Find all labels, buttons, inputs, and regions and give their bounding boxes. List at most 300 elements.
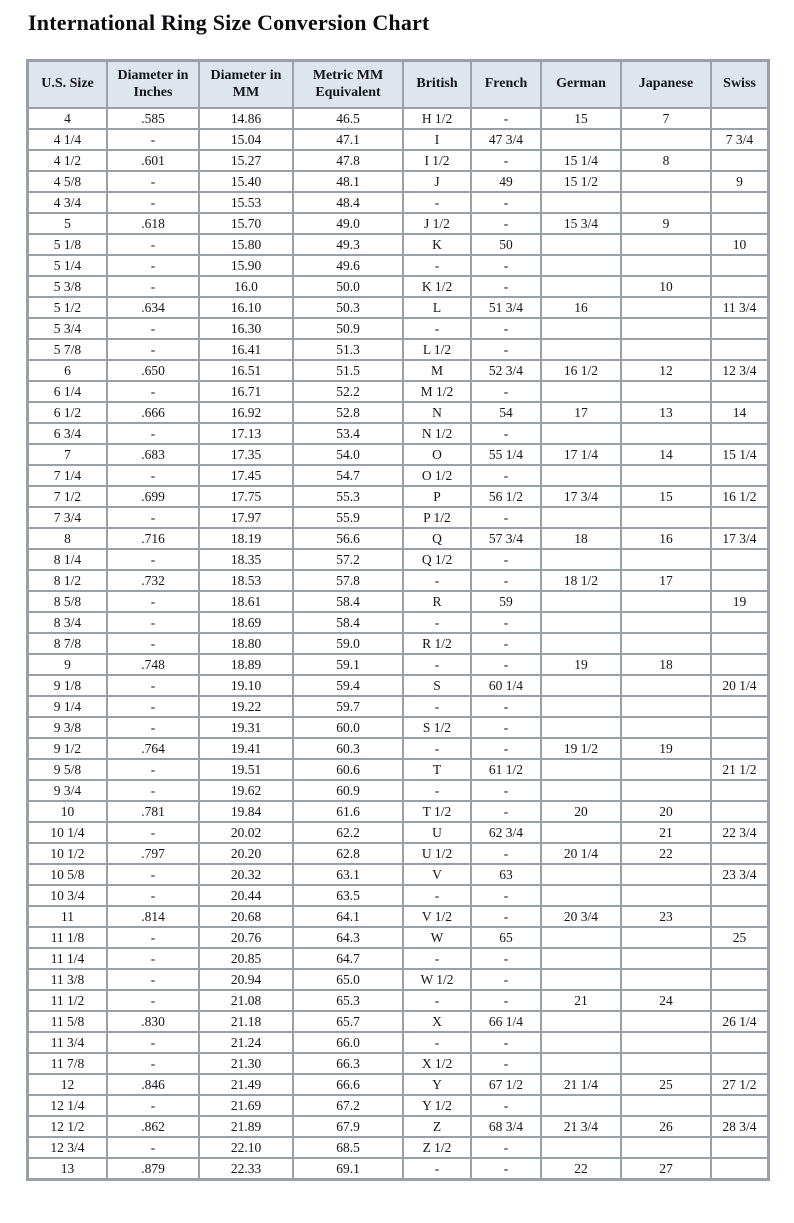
table-row bbox=[29, 340, 767, 359]
table-row bbox=[29, 1033, 767, 1052]
table-cell: - bbox=[108, 508, 198, 527]
table-cell bbox=[712, 844, 767, 863]
table-cell bbox=[712, 802, 767, 821]
table-row bbox=[29, 739, 767, 758]
table-cell: 16 1/2 bbox=[712, 487, 767, 506]
table-cell bbox=[712, 340, 767, 359]
table-cell: Z 1/2 bbox=[404, 1138, 470, 1157]
table-cell bbox=[542, 382, 620, 401]
table-cell: 59.4 bbox=[294, 676, 402, 695]
table-cell: 60 1/4 bbox=[472, 676, 540, 695]
table-cell: S 1/2 bbox=[404, 718, 470, 737]
table-cell: .862 bbox=[108, 1117, 198, 1136]
table-cell: - bbox=[404, 949, 470, 968]
table-cell: 12 3/4 bbox=[712, 361, 767, 380]
table-cell: 8 1/2 bbox=[29, 571, 106, 590]
table-cell bbox=[712, 550, 767, 569]
table-cell bbox=[712, 151, 767, 170]
table-cell bbox=[542, 319, 620, 338]
table-cell: 22 3/4 bbox=[712, 823, 767, 842]
table-cell: 59.0 bbox=[294, 634, 402, 653]
table-cell: - bbox=[404, 739, 470, 758]
table-cell: 21 1/4 bbox=[542, 1075, 620, 1094]
table-cell: 5 bbox=[29, 214, 106, 233]
table-cell: 7 3/4 bbox=[712, 130, 767, 149]
table-cell: - bbox=[108, 634, 198, 653]
table-cell: 6 bbox=[29, 361, 106, 380]
table-row bbox=[29, 109, 767, 128]
table-cell: - bbox=[108, 1138, 198, 1157]
table-cell: - bbox=[472, 466, 540, 485]
table-cell: .634 bbox=[108, 298, 198, 317]
table-cell: 65 bbox=[472, 928, 540, 947]
table-cell bbox=[622, 1012, 710, 1031]
table-cell bbox=[622, 949, 710, 968]
table-cell: - bbox=[472, 697, 540, 716]
table-cell: - bbox=[404, 886, 470, 905]
table-cell: 17 3/4 bbox=[542, 487, 620, 506]
table-cell: 5 1/4 bbox=[29, 256, 106, 275]
table-cell: 7 bbox=[622, 109, 710, 128]
table-cell: 10 bbox=[622, 277, 710, 296]
table-cell bbox=[712, 109, 767, 128]
table-cell: 15 1/2 bbox=[542, 172, 620, 191]
table-cell: 67 1/2 bbox=[472, 1075, 540, 1094]
table-cell: 18.89 bbox=[200, 655, 292, 674]
table-cell: - bbox=[472, 781, 540, 800]
column-header: U.S. Size bbox=[29, 62, 106, 107]
table-cell: 59.1 bbox=[294, 655, 402, 674]
table-cell: 15 bbox=[542, 109, 620, 128]
table-cell: .748 bbox=[108, 655, 198, 674]
table-cell: 23 bbox=[622, 907, 710, 926]
table-cell bbox=[712, 718, 767, 737]
table-cell: 19.62 bbox=[200, 781, 292, 800]
table-row bbox=[29, 634, 767, 653]
table-cell: 63 bbox=[472, 865, 540, 884]
table-cell: 8 1/4 bbox=[29, 550, 106, 569]
table-cell: 11 1/2 bbox=[29, 991, 106, 1010]
table-cell: 51.3 bbox=[294, 340, 402, 359]
table-cell: U 1/2 bbox=[404, 844, 470, 863]
table-cell: 17 3/4 bbox=[712, 529, 767, 548]
table-cell: .846 bbox=[108, 1075, 198, 1094]
table-cell bbox=[712, 886, 767, 905]
table-cell: 9 bbox=[712, 172, 767, 191]
column-header: Diameter in MM bbox=[200, 62, 292, 107]
table-cell: I 1/2 bbox=[404, 151, 470, 170]
table-cell bbox=[542, 928, 620, 947]
table-row bbox=[29, 1096, 767, 1115]
table-cell: 9 3/4 bbox=[29, 781, 106, 800]
table-cell: 8 5/8 bbox=[29, 592, 106, 611]
table-row bbox=[29, 823, 767, 842]
table-row bbox=[29, 844, 767, 863]
table-cell: J 1/2 bbox=[404, 214, 470, 233]
table-cell: 15.40 bbox=[200, 172, 292, 191]
table-cell bbox=[712, 382, 767, 401]
table-cell: 52.2 bbox=[294, 382, 402, 401]
table-row bbox=[29, 886, 767, 905]
table-cell bbox=[542, 760, 620, 779]
table-cell: K 1/2 bbox=[404, 277, 470, 296]
table-cell: - bbox=[108, 697, 198, 716]
table-cell: 9 1/4 bbox=[29, 697, 106, 716]
table-cell: - bbox=[108, 466, 198, 485]
table-cell: 4 3/4 bbox=[29, 193, 106, 212]
table-cell: 16.0 bbox=[200, 277, 292, 296]
table-cell: 26 bbox=[622, 1117, 710, 1136]
table-cell: 8 bbox=[29, 529, 106, 548]
table-cell: 57 3/4 bbox=[472, 529, 540, 548]
table-cell: 66.3 bbox=[294, 1054, 402, 1073]
table-row bbox=[29, 319, 767, 338]
table-cell: - bbox=[108, 172, 198, 191]
table-cell: 5 3/8 bbox=[29, 277, 106, 296]
table-cell bbox=[712, 970, 767, 989]
table-row bbox=[29, 466, 767, 485]
table-row bbox=[29, 382, 767, 401]
table-cell bbox=[712, 319, 767, 338]
table-cell bbox=[622, 235, 710, 254]
table-row bbox=[29, 613, 767, 632]
table-cell: 64.7 bbox=[294, 949, 402, 968]
table-cell: - bbox=[472, 991, 540, 1010]
table-cell: - bbox=[472, 886, 540, 905]
table-cell bbox=[622, 760, 710, 779]
table-cell: 18.53 bbox=[200, 571, 292, 590]
table-cell: 20.76 bbox=[200, 928, 292, 947]
table-cell bbox=[542, 1012, 620, 1031]
table-cell: 59 bbox=[472, 592, 540, 611]
table-cell bbox=[622, 193, 710, 212]
table-cell: 14 bbox=[622, 445, 710, 464]
table-row bbox=[29, 529, 767, 548]
table-row bbox=[29, 592, 767, 611]
page-title: International Ring Size Conversion Chart bbox=[28, 10, 430, 35]
column-header: Metric MM Equivalent bbox=[294, 62, 402, 107]
table-cell: - bbox=[472, 1054, 540, 1073]
table-cell: 19.10 bbox=[200, 676, 292, 695]
table-cell bbox=[622, 970, 710, 989]
table-row bbox=[29, 949, 767, 968]
table-cell: I bbox=[404, 130, 470, 149]
table-cell bbox=[712, 655, 767, 674]
table-cell: 46.5 bbox=[294, 109, 402, 128]
table-cell bbox=[712, 739, 767, 758]
table-cell: .732 bbox=[108, 571, 198, 590]
table-cell bbox=[542, 886, 620, 905]
table-cell: - bbox=[472, 949, 540, 968]
table-cell: - bbox=[404, 697, 470, 716]
table-row bbox=[29, 676, 767, 695]
table-cell: 52.8 bbox=[294, 403, 402, 422]
table-cell bbox=[622, 319, 710, 338]
table-cell bbox=[542, 823, 620, 842]
table-cell: 66 1/4 bbox=[472, 1012, 540, 1031]
table-cell bbox=[542, 130, 620, 149]
table-cell: U bbox=[404, 823, 470, 842]
table-cell: 17.97 bbox=[200, 508, 292, 527]
table-cell: 15.27 bbox=[200, 151, 292, 170]
table-cell: 66.6 bbox=[294, 1075, 402, 1094]
table-cell bbox=[622, 613, 710, 632]
table-cell: - bbox=[472, 256, 540, 275]
table-cell: 21 bbox=[542, 991, 620, 1010]
table-cell: 53.4 bbox=[294, 424, 402, 443]
table-cell: 25 bbox=[712, 928, 767, 947]
column-header: Diameter in Inches bbox=[108, 62, 198, 107]
table-row bbox=[29, 865, 767, 884]
table-cell: 4 1/2 bbox=[29, 151, 106, 170]
table-cell: - bbox=[472, 151, 540, 170]
table-cell: 58.4 bbox=[294, 592, 402, 611]
table-cell: X bbox=[404, 1012, 470, 1031]
table-cell: W bbox=[404, 928, 470, 947]
table-cell: .797 bbox=[108, 844, 198, 863]
table-cell: - bbox=[472, 340, 540, 359]
table-cell: 17.35 bbox=[200, 445, 292, 464]
table-cell bbox=[622, 865, 710, 884]
table-row bbox=[29, 571, 767, 590]
table-cell: 6 3/4 bbox=[29, 424, 106, 443]
table-cell bbox=[712, 1159, 767, 1178]
table-cell: 50.9 bbox=[294, 319, 402, 338]
table-cell: - bbox=[472, 907, 540, 926]
table-cell: 17 bbox=[542, 403, 620, 422]
table-cell: 12 bbox=[29, 1075, 106, 1094]
table-cell: 20.20 bbox=[200, 844, 292, 863]
table-row bbox=[29, 130, 767, 149]
table-cell: 9 bbox=[622, 214, 710, 233]
table-cell: 15.53 bbox=[200, 193, 292, 212]
table-row bbox=[29, 970, 767, 989]
table-cell: 49.3 bbox=[294, 235, 402, 254]
table-cell: 10 bbox=[712, 235, 767, 254]
table-row bbox=[29, 172, 767, 191]
table-row bbox=[29, 1138, 767, 1157]
table-cell: 5 1/2 bbox=[29, 298, 106, 317]
column-header: Swiss bbox=[712, 62, 767, 107]
table-cell bbox=[622, 718, 710, 737]
table-cell bbox=[622, 1138, 710, 1157]
table-cell: 21.89 bbox=[200, 1117, 292, 1136]
table-cell: - bbox=[472, 214, 540, 233]
table-cell: - bbox=[404, 1033, 470, 1052]
table-cell: 51 3/4 bbox=[472, 298, 540, 317]
table-cell: - bbox=[404, 655, 470, 674]
table-cell bbox=[622, 886, 710, 905]
table-cell: Q 1/2 bbox=[404, 550, 470, 569]
column-header: French bbox=[472, 62, 540, 107]
table-cell: - bbox=[108, 319, 198, 338]
table-row bbox=[29, 151, 767, 170]
table-cell: 67.2 bbox=[294, 1096, 402, 1115]
table-cell: .879 bbox=[108, 1159, 198, 1178]
table-cell bbox=[622, 256, 710, 275]
table-row bbox=[29, 1075, 767, 1094]
table-body bbox=[29, 109, 767, 1178]
table-cell: 18.19 bbox=[200, 529, 292, 548]
table-row bbox=[29, 508, 767, 527]
table-cell: 21.30 bbox=[200, 1054, 292, 1073]
table-cell: 47 3/4 bbox=[472, 130, 540, 149]
table-cell: 11 7/8 bbox=[29, 1054, 106, 1073]
table-row bbox=[29, 760, 767, 779]
table-cell bbox=[712, 193, 767, 212]
table-cell: 20.32 bbox=[200, 865, 292, 884]
table-cell: - bbox=[472, 277, 540, 296]
table-cell: 13 bbox=[29, 1159, 106, 1178]
table-cell: K bbox=[404, 235, 470, 254]
table-cell: - bbox=[404, 256, 470, 275]
table-header bbox=[29, 62, 767, 107]
table-cell bbox=[712, 1054, 767, 1073]
table-cell: 61 1/2 bbox=[472, 760, 540, 779]
table-cell: - bbox=[472, 1033, 540, 1052]
table-cell: 56.6 bbox=[294, 529, 402, 548]
table-row bbox=[29, 424, 767, 443]
table-cell: - bbox=[472, 319, 540, 338]
table-cell: P bbox=[404, 487, 470, 506]
table-cell: M 1/2 bbox=[404, 382, 470, 401]
table-cell: 66.0 bbox=[294, 1033, 402, 1052]
table-cell: 15 1/4 bbox=[542, 151, 620, 170]
table-cell bbox=[542, 508, 620, 527]
table-row bbox=[29, 802, 767, 821]
table-cell: 68.5 bbox=[294, 1138, 402, 1157]
table-cell bbox=[712, 907, 767, 926]
table-cell: 20 3/4 bbox=[542, 907, 620, 926]
table-cell: 51.5 bbox=[294, 361, 402, 380]
table-cell: 55.3 bbox=[294, 487, 402, 506]
table-cell: 11 1/8 bbox=[29, 928, 106, 947]
table-cell: 18 bbox=[622, 655, 710, 674]
table-cell bbox=[712, 1096, 767, 1115]
table-cell: .585 bbox=[108, 109, 198, 128]
table-cell bbox=[622, 928, 710, 947]
table-cell: - bbox=[108, 277, 198, 296]
table-cell: 27 1/2 bbox=[712, 1075, 767, 1094]
table-cell: 4 5/8 bbox=[29, 172, 106, 191]
table-cell: 50.0 bbox=[294, 277, 402, 296]
table-cell: 11 3/4 bbox=[712, 298, 767, 317]
table-cell: L 1/2 bbox=[404, 340, 470, 359]
table-cell: - bbox=[108, 130, 198, 149]
table-cell: 11 3/4 bbox=[29, 1033, 106, 1052]
table-cell: - bbox=[472, 970, 540, 989]
table-cell bbox=[542, 949, 620, 968]
table-cell: 19 1/2 bbox=[542, 739, 620, 758]
table-cell: 18.35 bbox=[200, 550, 292, 569]
table-cell: 18 1/2 bbox=[542, 571, 620, 590]
table-cell: 16 bbox=[622, 529, 710, 548]
table-cell: 21.18 bbox=[200, 1012, 292, 1031]
table-cell: 9 3/8 bbox=[29, 718, 106, 737]
table-cell: 7 1/2 bbox=[29, 487, 106, 506]
table-cell bbox=[712, 634, 767, 653]
table-cell bbox=[622, 592, 710, 611]
table-cell: .666 bbox=[108, 403, 198, 422]
table-cell: .650 bbox=[108, 361, 198, 380]
table-cell: R bbox=[404, 592, 470, 611]
table-cell: 20.68 bbox=[200, 907, 292, 926]
table-cell: M bbox=[404, 361, 470, 380]
table-cell: 54.0 bbox=[294, 445, 402, 464]
table-cell: 60.0 bbox=[294, 718, 402, 737]
table-cell: 10 1/4 bbox=[29, 823, 106, 842]
table-cell: 49 bbox=[472, 172, 540, 191]
table-cell: 62.8 bbox=[294, 844, 402, 863]
table-cell: - bbox=[472, 718, 540, 737]
table-cell: 10 1/2 bbox=[29, 844, 106, 863]
table-cell: 61.6 bbox=[294, 802, 402, 821]
table-cell: .781 bbox=[108, 802, 198, 821]
table-cell: 49.6 bbox=[294, 256, 402, 275]
table-cell: 54.7 bbox=[294, 466, 402, 485]
table-cell: 10 5/8 bbox=[29, 865, 106, 884]
header-row bbox=[29, 62, 767, 107]
table-cell: - bbox=[108, 970, 198, 989]
table-cell bbox=[542, 1138, 620, 1157]
table-cell: 11 bbox=[29, 907, 106, 926]
table-cell: 16 bbox=[542, 298, 620, 317]
table-row bbox=[29, 277, 767, 296]
table-cell: 15 bbox=[622, 487, 710, 506]
table-cell bbox=[712, 466, 767, 485]
table-cell: 11 3/8 bbox=[29, 970, 106, 989]
table-row bbox=[29, 697, 767, 716]
table-cell bbox=[712, 256, 767, 275]
table-cell: 17 bbox=[622, 571, 710, 590]
table-row bbox=[29, 781, 767, 800]
table-cell bbox=[712, 508, 767, 527]
table-cell: 26 1/4 bbox=[712, 1012, 767, 1031]
table-cell: 9 5/8 bbox=[29, 760, 106, 779]
table-cell: - bbox=[108, 193, 198, 212]
table-cell: 13 bbox=[622, 403, 710, 422]
table-cell bbox=[542, 1033, 620, 1052]
table-cell: 57.8 bbox=[294, 571, 402, 590]
table-cell: - bbox=[472, 613, 540, 632]
table-cell: 10 3/4 bbox=[29, 886, 106, 905]
table-cell: 47.8 bbox=[294, 151, 402, 170]
table-cell: 58.4 bbox=[294, 613, 402, 632]
table-cell: 12 3/4 bbox=[29, 1138, 106, 1157]
table-cell: .830 bbox=[108, 1012, 198, 1031]
table-cell: 19.84 bbox=[200, 802, 292, 821]
table-cell: 56 1/2 bbox=[472, 487, 540, 506]
table-cell: 18 bbox=[542, 529, 620, 548]
table-cell: - bbox=[108, 676, 198, 695]
table-cell: 22.10 bbox=[200, 1138, 292, 1157]
table-cell: V bbox=[404, 865, 470, 884]
table-cell: 7 bbox=[29, 445, 106, 464]
table-row bbox=[29, 487, 767, 506]
table-cell: - bbox=[108, 865, 198, 884]
table-cell bbox=[622, 424, 710, 443]
table-cell: - bbox=[108, 256, 198, 275]
table-cell: - bbox=[404, 571, 470, 590]
table-cell: 20 1/4 bbox=[542, 844, 620, 863]
table-cell: 16.30 bbox=[200, 319, 292, 338]
table-cell bbox=[542, 613, 620, 632]
table-cell: - bbox=[472, 1096, 540, 1115]
column-header: German bbox=[542, 62, 620, 107]
table-cell: 15.04 bbox=[200, 130, 292, 149]
table-row bbox=[29, 550, 767, 569]
table-cell: 64.3 bbox=[294, 928, 402, 947]
